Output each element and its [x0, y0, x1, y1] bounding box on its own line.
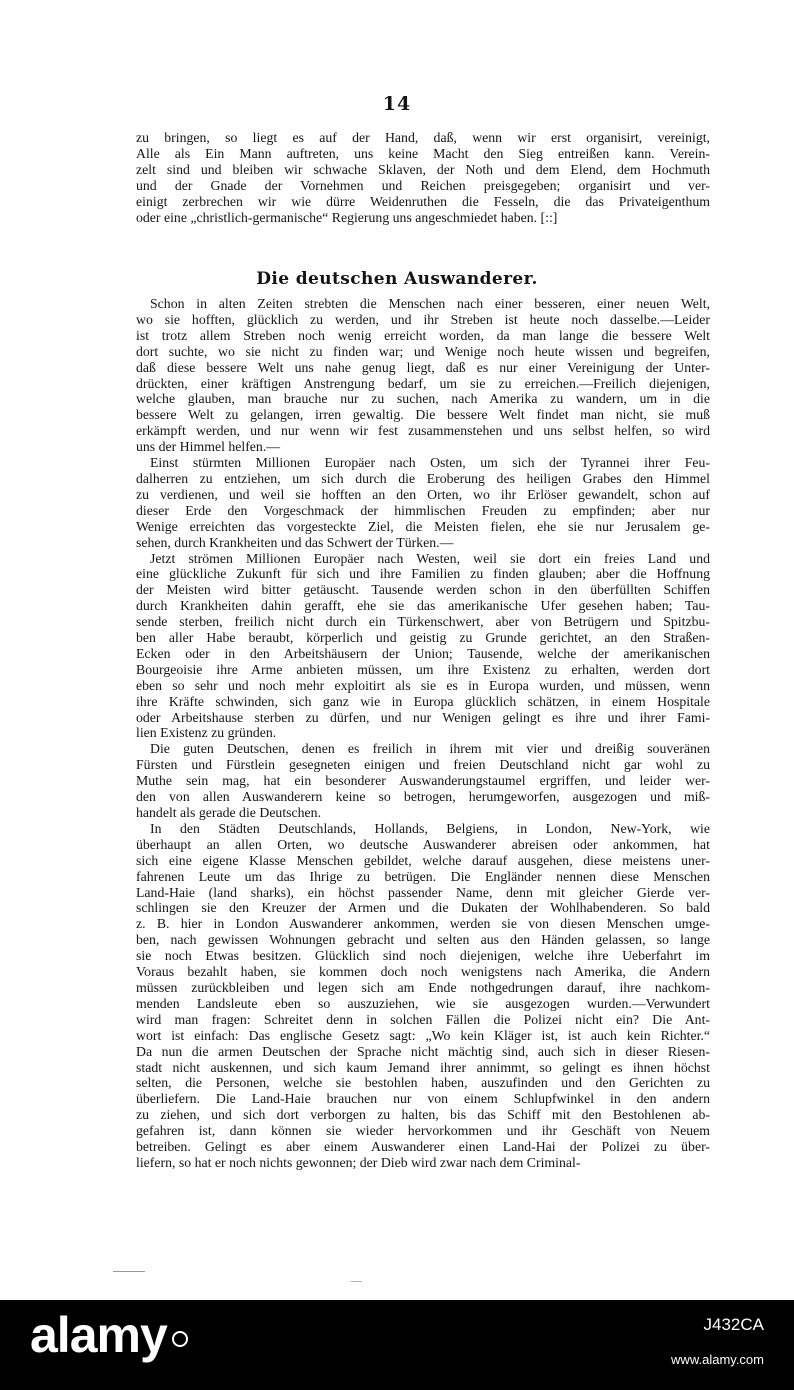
text-line: wird man fragen: Schreitet denn in solchen Fällen die Polizei nicht ein? Die Ant- [136, 1011, 710, 1027]
text-line: Voraus bezahlt haben, sie kommen doch noch wenigstens nach Amerika, die Andern [136, 964, 710, 980]
text-line: Da nun die armen Deutschen der Sprache nicht mächtig sind, auch sich in dieser Riesen- [136, 1043, 710, 1059]
watermark-footer [0, 1300, 794, 1390]
paragraph [136, 821, 710, 1171]
page-number: 14 [382, 93, 412, 115]
text-line: selten, die Personen, welche sie bestohlen haben, auszufinden und den Gerichten zu [136, 1075, 710, 1091]
stock-image-id: J432CA [703, 1315, 764, 1334]
text-line: müssen zurückbleiben und legen sich am Ende nothgedrungen darauf, ihre nachkom- [136, 979, 710, 995]
text-line: dort suchte, wo sie nicht zu finden war; und Wenige noch heute wissen und begreifen, [136, 343, 710, 359]
alamy-logo [30, 1306, 189, 1364]
text-line: Land-Haie (land sharks), ein höchst passender Name, denn mit gleicher Gierde ver- [136, 884, 710, 900]
text-line: drückten, einer kräftigen Anstrengung bedarf, um sie zu erreichen.—Freilich diejenigen, [136, 375, 710, 391]
text-line: Ecken oder in den Arbeitshäusern der Union; Tausende, welche der amerikanischen [136, 645, 710, 661]
text-line: eben so sehr und noch mehr exploitirt als sie es in Europa wurden, und müssen, wenn [136, 677, 710, 693]
text-line: der Meisten wird bitter getäuscht. Tausende werden schon in den überfüllten Schiffen [136, 582, 710, 598]
text-line: Muthe sein mag, hat ein besonderer Auswanderungstaumel ergriffen, und leider wer- [136, 773, 710, 789]
continuation-text [136, 130, 710, 225]
text-line: erkämpft werden, und nur wenn wir fest zusammenstehen und uns selbst helfen, so wird [136, 423, 710, 439]
text-line: stadt nicht auskennen, und sich kaum Jemand ihrer annimmt, so gelingt es ihnen höchst [136, 1059, 710, 1075]
text-line: dieser Erde den Vorgeschmack der himmlischen Freuden zu empfinden; aber nur [136, 502, 710, 518]
text-line: lien Existenz zu gründen. [136, 725, 277, 741]
text-line: ben aller Habe beraubt, körperlich und geistig zu Grunde gerichtet, an den Straßen- [136, 630, 710, 646]
text-line: zu bringen, so liegt es auf der Hand, daß, wenn wir erst organisirt, vereinigt, [136, 130, 710, 145]
text-line: sie noch Etwas besitzen. Glücklich sind noch diejenigen, welche ihre Ueberfahrt im [136, 948, 710, 964]
text-line: wo sie hofften, glücklich zu werden, und ihr Streben ist heute noch dasselbe.—Leider [136, 311, 710, 327]
text-line: wort ist einfach: Das englische Gesetz sagt: „Wo kein Kläger ist, ist auch kein Richter.“ [136, 1027, 710, 1043]
text-line: In den Städten Deutschlands, Hollands, Belgiens, in London, New-York, wie [150, 820, 710, 836]
text-line: menden Landsleute eben so auszuziehen, wie sie ausgezogen wurden.—Verwundert [136, 995, 710, 1011]
brand-name: alamy [30, 1307, 167, 1363]
paragraph [136, 551, 710, 742]
text-line: Die guten Deutschen, denen es freilich in ihrem mit vier und dreißig souveränen [150, 741, 710, 757]
text-line: ben, nach gewissen Wohnungen gebracht und selten aus den Händen gelassen, so lange [136, 932, 710, 948]
text-line: liefern, so hat er noch nichts gewonnen; der Dieb wird zwar nach dem Criminal- [136, 1154, 581, 1170]
page-smudge-mark [351, 1281, 362, 1282]
paragraph [136, 741, 710, 821]
text-line: den von allen Auswanderern keine so betrogen, herumgeworfen, ausgezogen und miß- [136, 789, 710, 805]
text-line: daß diese bessere Welt uns nahe genug liegt, daß es nur einer Vereinigung der Unter- [136, 359, 710, 375]
text-line: sende sterben, freilich nicht durch ein Türkenschwert, aber von Betrügern und Spitzbu- [136, 614, 710, 630]
text-line: eine glückliche Zukunft für sich und ihre Familien zu finden glauben; aber die Hoffnung [136, 566, 710, 582]
text-line: ist trotz allem Streben noch wenig erreicht worden, da man lange die bessere Welt [136, 327, 710, 343]
text-line: sehen, durch Krankheiten und das Schwert der Türken.— [136, 534, 454, 550]
text-line: gefahren ist, dann können sie wieder hervorkommen und ihr Geschäft von Neuem [136, 1123, 710, 1139]
paragraph [136, 296, 710, 455]
text-line: zu verdienen, und weil sie hofften an den Orten, wo ihr Erlöser gewandelt, schon auf [136, 486, 710, 502]
text-line: Alle als Ein Mann auftreten, uns keine Macht den Sieg entreißen kann. Verein- [136, 145, 710, 161]
text-line: Fürsten und Fürstlein gesegneten einigen und freien Deutschland nicht gar wohl zu [136, 757, 710, 773]
text-line: Schon in alten Zeiten strebten die Menschen nach einer besseren, einer neuen Welt, [150, 296, 710, 311]
text-line: bessere Welt zu gelangen, irren gewaltig. Die bessere Welt findet man nicht, sie muß [136, 407, 710, 423]
text-line: ihre Kräfte schwinden, sich ganz wie in Europa glücklich schätzen, in einem Hospitale [136, 693, 710, 709]
text-line: z. B. hier in London Auswanderer ankommen, werden sie von diesen Menschen umge- [136, 916, 710, 932]
text-line: Bourgeoisie ihre Arme anbieten müssen, um ihre Existenz zu erhalten, werden dort [136, 661, 710, 677]
text-line: durch Krankheiten dahin gerafft, ehe sie das amerikanische Ufer gesehen haben; Tau- [136, 598, 710, 614]
text-line: schlingen sie den Kreuzer der Armen und die Dukaten der Wohlhabenderen. So bald [136, 900, 710, 916]
text-line: zelt sind und bleiben wir schwache Sklaven, der Noth und dem Elend, dem Hochmuth [136, 161, 710, 177]
text-line: zu ziehen, und sich dort verborgen zu halten, bis das Schiff mit den Bestohlenen ab- [136, 1107, 710, 1123]
section-title: Die deutschen Auswanderer. [256, 269, 538, 289]
text-line: einigt zerbrechen wir wie dürre Weidenruthen die Fesseln, die das Privateigenthum [136, 193, 710, 209]
text-line: Einst stürmten Millionen Europäer nach Osten, um sich der Tyrannei ihrer Feu- [150, 455, 710, 471]
text-line: sich eine eigene Klasse Menschen gebildet, welche darauf ausgehen, diese meistens uner- [136, 852, 710, 868]
text-line: fahrenen Leute um das Ihrige zu betrügen. Die Engländer nennen diese Menschen [136, 868, 710, 884]
text-line: Wenige erreichten das vorgesteckte Ziel, die Meisten fielen, ehe sie nur Jerusalem ge- [136, 518, 710, 534]
logo-mark-icon [171, 1330, 189, 1348]
page-smudge-line [113, 1271, 145, 1272]
text-line: überhaupt an allen Orten, wo deutsche Auswanderer abreisen oder ankommen, hat [136, 836, 710, 852]
text-line: welche glauben, man brauche nur zu suchen, nach Amerika zu wandern, um in die [136, 391, 710, 407]
text-line: oder Arbeitshause sterben zu dürfen, und nur Wenigen gelingt es ihre und ihrer Fami- [136, 709, 710, 725]
text-line: überliefern. Die Land-Haie brauchen nur von einem Schlupfwinkel in den andern [136, 1091, 710, 1107]
paragraph [136, 455, 710, 550]
text-line: Jetzt strömen Millionen Europäer nach Westen, weil sie dort ein freies Land und [150, 550, 710, 566]
text-line: dalherren zu entziehen, um sich durch die Eroberung des heiligen Grabes den Himmel [136, 470, 710, 486]
stock-url: www.alamy.com [671, 1352, 764, 1367]
text-line: uns der Himmel helfen.— [136, 439, 281, 455]
text-line: handelt als gerade die Deutschen. [136, 805, 322, 820]
article-body [136, 296, 710, 1171]
text-line: oder eine „christlich-germanische“ Regierung uns angeschmiedet haben. [::] [136, 209, 558, 225]
text-line: betreiben. Gelingt es aber einem Auswanderer einen Land-Hai der Polizei zu über- [136, 1139, 710, 1155]
text-line: und der Gnade der Vornehmen und Reichen preisgegeben; organisirt und ver- [136, 177, 710, 193]
